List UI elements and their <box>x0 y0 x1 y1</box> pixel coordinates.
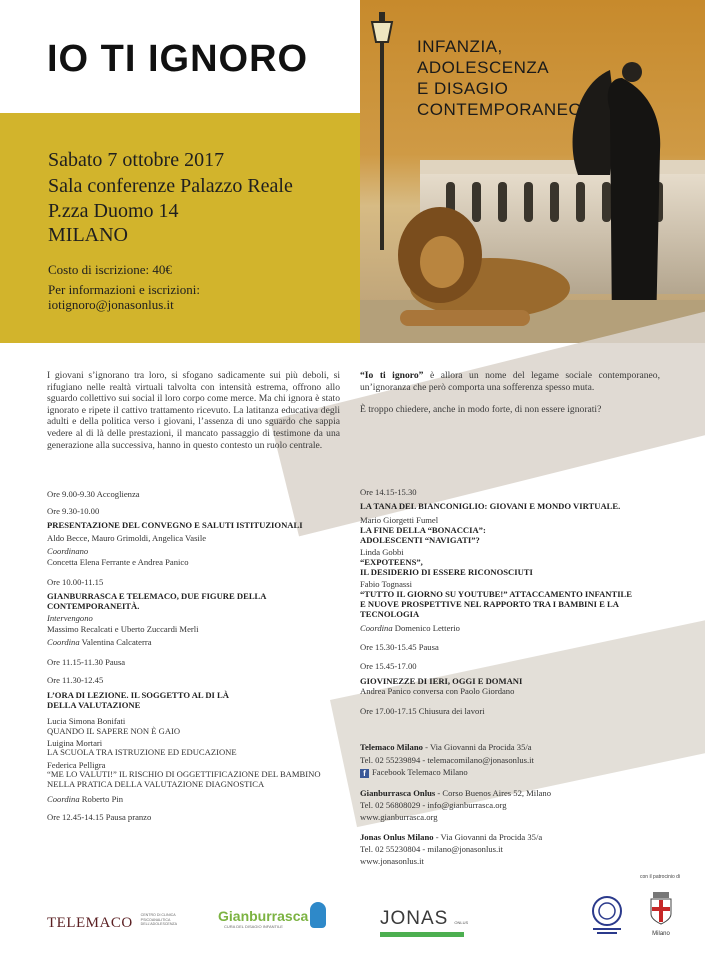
session-title: DELLA VALUTAZIONE <box>47 700 141 710</box>
schedule-time: Ore 9.30-10.00 <box>47 506 100 516</box>
telemaco-logo <box>47 913 203 932</box>
speakers: Aldo Becce, Mauro Grimoldi, Angelica Vasile <box>47 533 207 543</box>
contact-jonas <box>360 831 542 843</box>
gianburrasca-tagline: CURA DEL DISAGIO INFANTILE <box>224 924 283 929</box>
contact-gianburrasca <box>360 787 551 799</box>
org-name: Jonas Onlus Milano <box>360 832 434 842</box>
subtitle-line: E DISAGIO <box>417 79 509 98</box>
org-address: - Corso Buenos Aires 52, Milano <box>435 788 551 798</box>
role-label: Coordina <box>360 623 393 633</box>
org-address: - Via Giovanni da Procida 35/a <box>433 832 543 842</box>
jonas-website[interactable]: www.jonasonlus.it <box>360 856 424 866</box>
schedule-time: Ore 11.15-11.30 Pausa <box>47 657 126 667</box>
org-address: - Via Giovanni da Procida 35/a <box>422 742 532 752</box>
jonas-logo <box>380 908 468 937</box>
page-title: IO TI IGNORO <box>47 38 309 80</box>
talk-title: LA SCUOLA TRA ISTRUZIONE ED EDUCAZIONE <box>47 747 237 757</box>
subtitle <box>417 36 582 120</box>
coordinator <box>47 794 123 805</box>
jonas-onlus: ONLUS <box>454 920 469 925</box>
milano-crest-icon <box>650 892 672 926</box>
talk-title: LA FINE DELLA “BONACCIA”: <box>360 525 486 535</box>
contact-jonas-tel[interactable]: Tel. 02 55230804 - milano@jonasonlus.it <box>360 844 503 854</box>
session-title: LA TANA DEL BIANCONIGLIO: GIOVANI E MONDO VIRTUALE. <box>360 501 621 511</box>
jonas-wordmark: JONAS <box>380 908 449 929</box>
intro-question: È troppo chiedere, anche in modo forte, di non essere ignorati? <box>360 404 602 415</box>
gianburrasca-logo <box>218 908 308 929</box>
schedule-time: Ore 15.45-17.00 <box>360 661 417 671</box>
speaker-name: Lucia Simona Bonifati <box>47 716 126 726</box>
coordinator-name: Roberto Pin <box>79 794 124 804</box>
schedule-time: Ore 10.00-11.15 <box>47 577 104 587</box>
role-label: Coordina <box>47 637 80 647</box>
schedule-time: Ore 9.00-9.30 Accoglienza <box>47 489 140 499</box>
ordine-psicologi-logo <box>585 893 629 937</box>
ordine-psicologi-icon <box>585 893 629 937</box>
session-title: L’ORA DI LEZIONE. IL SOGGETTO AL DI LÀ <box>47 690 229 700</box>
contact-telemaco-tel[interactable]: Tel. 02 55239894 - telemacomilano@jonasonlus.it <box>360 755 534 765</box>
facebook-icon: f <box>360 769 369 778</box>
intro-paragraph: I giovani s’ignorano tra loro, si sfogano sadicamente sui più deboli, si rifugiano nelle realtà virtuali talvolta con intensità estrema, offrono allo sguardo collettivo sui social il loro corpo come merce. Ma chi ignora è stato ignorato e ripete il cattivo trattamento ricevuto. La latitanza educativa degli adulti e della politica verso i giovani, l’assenza di uno sguardo che sappia vedere al di là delle prestazioni, il mancato passaggio di testimone da una generazione alla successiva, hanno in questo contesto un ruolo centrale. <box>47 370 340 451</box>
event-cost: Costo di iscrizione: 40€ <box>48 262 172 277</box>
facebook-link[interactable] <box>360 766 468 778</box>
speakers: Andrea Panico conversa con Paolo Giordano <box>360 686 515 696</box>
subtitle-line: INFANZIA, <box>417 37 503 56</box>
info-label: Per informazioni e iscrizioni: <box>48 282 200 297</box>
event-date: Sabato 7 ottobre 2017 <box>48 149 225 171</box>
schedule-time: Ore 11.30-12.45 <box>47 675 104 685</box>
schedule-time: Ore 12.45-14.15 Pausa pranzo <box>47 812 152 822</box>
telemaco-tagline: CENTRO DI CLINICA PSICOANALITICA DELL’ADOLESCENZA <box>140 913 178 926</box>
org-name: Gianburrasca Onlus <box>360 788 436 798</box>
speaker-name: Mario Giorgetti Fumel <box>360 515 439 525</box>
speaker-name: Luigina Mortari <box>47 738 103 748</box>
facebook-label: Facebook Telemaco Milano <box>372 767 468 777</box>
org-name: Telemaco Milano <box>360 742 423 752</box>
contact-gianburrasca-tel[interactable]: Tel. 02 56808029 - info@gianburrasca.org <box>360 800 507 810</box>
hand-icon <box>310 902 326 928</box>
role-label: Coordinano <box>47 546 89 556</box>
event-address: P.zza Duomo 14 <box>48 200 179 222</box>
contact-telemaco <box>360 741 532 753</box>
intro-highlight: “Io ti ignoro” <box>360 370 424 381</box>
session-title: PRESENTAZIONE DEL CONVEGNO E SALUTI ISTITUZIONALI <box>47 520 303 530</box>
speakers: Massimo Recalcati e Uberto Zuccardi Merli <box>47 624 199 634</box>
talk-title: ADOLESCENTI “NAVIGATI”? <box>360 535 480 545</box>
schedule-time: Ore 15.30-15.45 Pausa <box>360 642 439 652</box>
milano-label: Milano <box>652 931 670 937</box>
subtitle-line: ADOLESCENZA <box>417 58 550 77</box>
role-label: Coordina <box>47 794 80 804</box>
speaker-name: Federica Pelligra <box>47 760 106 770</box>
talk-title: NELLA PRATICA DELLA VALUTAZIONE DIAGNOSTICA <box>47 779 265 789</box>
coordinator-name: Valentina Calcaterra <box>79 637 152 647</box>
gianburrasca-wordmark: Gianburrasca <box>218 908 309 924</box>
subtitle-line: CONTEMPORANEO <box>417 100 583 119</box>
event-city: MILANO <box>48 224 128 246</box>
intro-paragraph-right <box>360 370 660 393</box>
session-title: CONTEMPORANEITÀ. <box>47 601 140 611</box>
jonas-green-bar <box>380 932 464 937</box>
talk-title: IL DESIDERIO DI ESSERE RICONOSCIUTI <box>360 567 533 577</box>
coordinator <box>360 623 460 634</box>
speakers: Concetta Elena Ferrante e Andrea Panico <box>47 557 189 567</box>
gianburrasca-website[interactable]: www.gianburrasca.org <box>360 812 438 822</box>
patronage-label: con il patrocinio di <box>640 874 681 880</box>
speaker-name: Linda Gobbi <box>360 547 404 557</box>
coordinator-name: Domenico Letterio <box>392 623 460 633</box>
schedule-time: Ore 17.00-17.15 Chiusura dei lavori <box>360 706 485 716</box>
comune-milano-logo <box>650 892 676 937</box>
talk-title: TECNOLOGIA <box>360 609 420 619</box>
telemaco-wordmark: TELEMACO <box>47 915 133 931</box>
info-email[interactable]: iotignoro@jonasonlus.it <box>48 297 174 312</box>
role-label: Intervengono <box>47 613 93 623</box>
talk-title: “ME LO VALUTI!” IL RISCHIO DI OGGETTIFICAZIONE DEL BAMBINO <box>47 769 321 779</box>
intro-text: è allora un nome del legame sociale contemporaneo, un’ignoranza che però comporta una sofferenza spesso muta. <box>360 370 660 393</box>
speaker-name: Fabio Tognassi <box>360 579 412 589</box>
session-title: GIANBURRASCA E TELEMACO, DUE FIGURE DELLA <box>47 591 267 601</box>
session-title: GIOVINEZZE DI IERI, OGGI E DOMANI <box>360 676 523 686</box>
talk-title: “EXPOTEENS”, <box>360 557 423 567</box>
schedule-time: Ore 14.15-15.30 <box>360 487 417 497</box>
talk-title: QUANDO IL SAPERE NON È GAIO <box>47 726 181 736</box>
event-venue: Sala conferenze Palazzo Reale <box>48 175 293 197</box>
talk-title: “TUTTO IL GIORNO SU YOUTUBE!” ATTACCAMENTO INFANTILE <box>360 589 633 599</box>
talk-title: E NUOVE PROSPETTIVE NEL RAPPORTO TRA I BAMBINI E LA <box>360 599 619 609</box>
coordinator <box>47 637 152 648</box>
